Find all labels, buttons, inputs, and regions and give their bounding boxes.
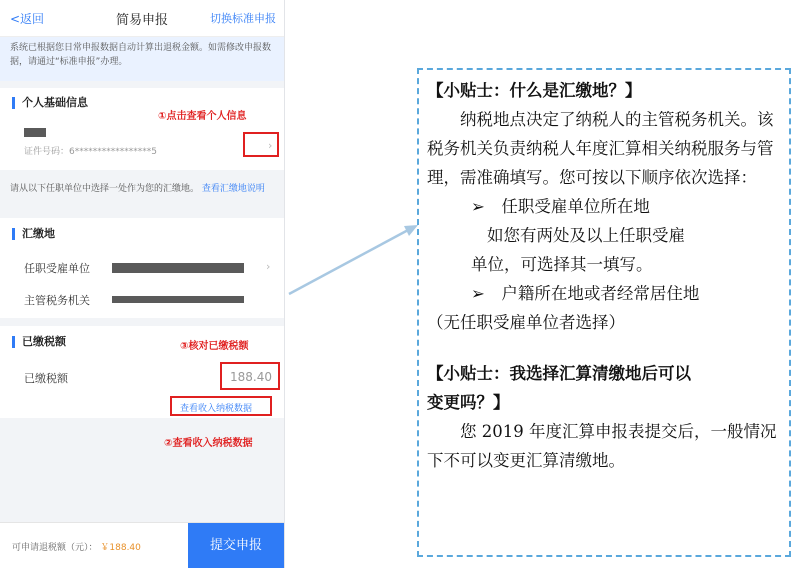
paid-tax-value: 188.40: [230, 370, 272, 384]
phone-screenshot: [0, 0, 285, 568]
arrow-line: [289, 229, 410, 294]
submit-button[interactable]: 提交申报: [188, 523, 284, 568]
location-help-link[interactable]: 查看汇缴地说明: [201, 184, 265, 194]
paid-tax-label: 已缴税额: [24, 372, 68, 385]
annotation-view-income: ②查看收入纳税数据: [164, 438, 253, 449]
redacted-employer: [112, 263, 244, 273]
annotation-view-personal: ①点击查看个人信息: [158, 111, 247, 122]
redacted-name: [24, 128, 46, 137]
refund-label: 可申请退税额（元）：: [12, 543, 98, 553]
tip2-title-b: 变更吗？】: [427, 393, 510, 412]
page-title: 简易申报: [115, 13, 168, 28]
tip1-bullet1: ➢ 任职受雇单位所在地: [471, 197, 650, 216]
location-header: 汇缴地: [12, 228, 55, 240]
employer-label: 任职受雇单位: [24, 262, 90, 275]
id-number: 证件号码：6*****************5: [24, 147, 157, 157]
view-income-tax-link: 查看收入纳税数据: [180, 404, 253, 414]
employer-chevron-icon[interactable]: ›: [266, 260, 271, 273]
tips-box: [417, 68, 791, 557]
refund-amount: [12, 540, 141, 553]
switch-standard-button[interactable]: 切换标准申报: [210, 12, 276, 25]
bottom-bar: [0, 522, 284, 568]
chevron-right-icon: ›: [268, 139, 273, 152]
redacted-authority: [112, 296, 244, 303]
arrow-head: [404, 225, 418, 236]
tip2-title-a: 【小贴士：我选择汇算清缴地后可以: [427, 364, 691, 383]
tip1-bullet1-detail-a: 如您有两处及以上任职受雇: [487, 226, 685, 245]
tip2-paragraph: 您 2019 年度汇算申报表提交后，一般情况下不可以变更汇算清缴地。: [427, 422, 777, 470]
tips-spacer: [427, 337, 781, 359]
tip1-bullet2: ➢ 户籍所在地或者经常居住地: [471, 284, 700, 303]
tip1-bullet2-note: （无任职受雇单位者选择）: [427, 313, 625, 332]
tip1-title: 【小贴士：什么是汇缴地？】: [427, 81, 642, 100]
choose-hint: [0, 178, 284, 200]
view-income-tax-button[interactable]: [170, 396, 272, 416]
tip1-bullet1-detail-b: 单位，可选择其一填写。: [471, 255, 653, 274]
choose-hint-text: 请从以下任职单位中选择一处作为您的汇缴地。: [10, 184, 200, 194]
paid-tax-value-box[interactable]: [220, 362, 280, 390]
tax-authority-label: 主管税务机关: [24, 294, 90, 307]
back-button[interactable]: <返回: [10, 12, 45, 26]
personal-info-button[interactable]: [243, 132, 279, 157]
tip1-paragraph: 纳税地点决定了纳税人的主管税务机关。该税务机关负责纳税人年度汇算相关纳税服务与管理，需准确填写。您可按以下顺序依次选择：: [427, 110, 774, 187]
nav-bar: [0, 0, 284, 37]
annotation-check-tax: ③核对已缴税额: [180, 341, 249, 352]
location-section: [0, 218, 284, 318]
notice-banner: 系统已根据您日常申报数据自动计算出退税金额。如需修改申报数据，请通过“标准申报”办理。: [0, 37, 284, 81]
paid-tax-header: 已缴税额: [12, 336, 66, 348]
paid-tax-section: [0, 326, 284, 418]
personal-info-header: 个人基础信息: [12, 97, 88, 109]
refund-value: ￥188.40: [100, 543, 141, 553]
personal-info-section: [0, 88, 284, 170]
